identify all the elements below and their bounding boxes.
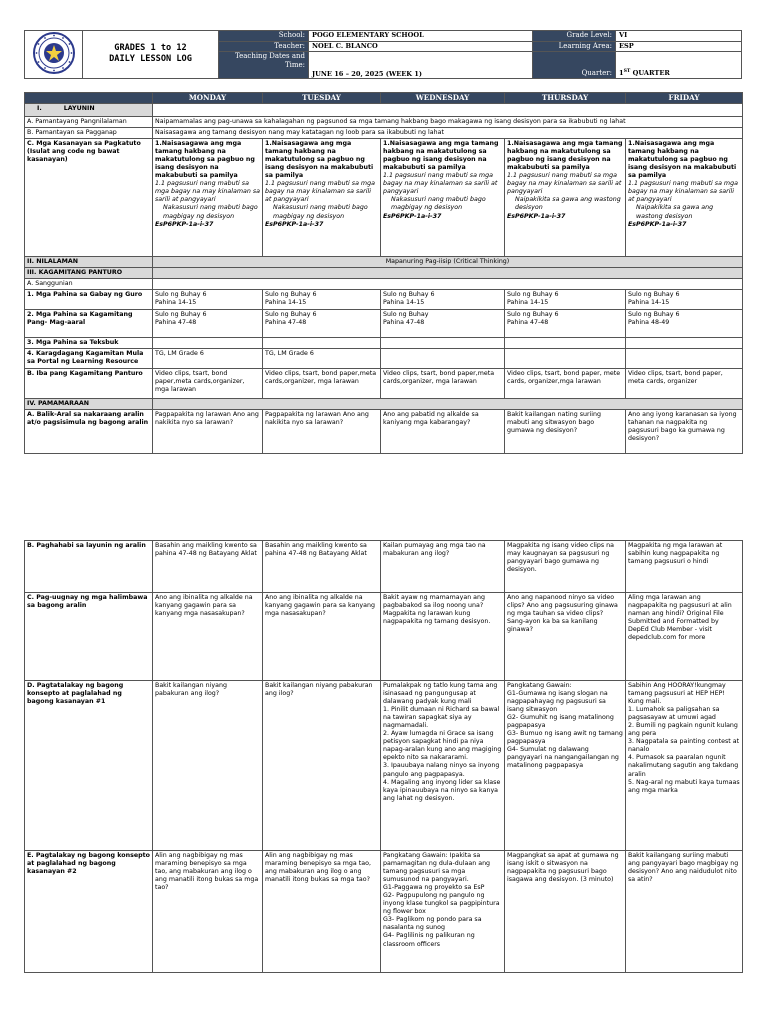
pagtatalakay-2-wednesday-intro: Pangkatang Gawain: Ipakita sa pamamagitan ng dula-dulaan ang tamang pagsusuri sa mga sumusunod na pangyayari. [383,852,491,884]
pagtatalakay-1-thursday-intro: Pangkatang Gawain: [507,682,572,689]
kasanayan-tuesday-head: 1.Naisasagawa ang mga tamang hakbang na makatutulong sa pagbuo ng isang desisyon na makabubuti sa pamilya [265,140,374,180]
pagtatalakay-1-tuesday: Bakit kailangan niyang pabakuran ang ilog? [263,681,381,851]
kasanayan-wednesday-extra: Nakasusuri nang mabuti bago magbigay ng desisyon [391,196,486,212]
teksbuk-label: 3. Mga Pahina sa Teksbuk [25,338,153,349]
kasanayan-thursday-sub: 1.1 pagsusuri nang mabuti sa mga bagay na may kinalaman sa sarili at pangyayari [507,172,622,196]
kasanayan-monday [153,139,263,257]
pagtatalakay-1-thursday-g2: G2- Gumuhit ng isang matalinong pagpapasya [507,714,614,730]
pamantayan-sa-pagganap-text: Naisasagawa ang tamang desisyon nang may katatagan ng loob para sa ikabubuti ng lahat [153,128,743,139]
teksbuk-friday [626,338,743,349]
iba-pang-kagamitan-tuesday: Video clips, tsart, bond paper,meta cards,organizer, mga larawan [263,369,381,399]
kasanayan-wednesday-head: 1.Naisasagawa ang mga tamang hakbang na makatutulong sa pagbuo ng isang desisyon na makabubuti sa pamilya [383,140,499,172]
day-header-blank [25,93,153,104]
kasanayan-friday-head: 1.Naisasagawa ang mga tamang hakbang na makatutulong sa pagbuo ng isang desisyon na makabubuti sa pamilya [628,140,737,180]
teaching-dates-label [219,52,309,79]
kagamitang-magaaral-tuesday-title: Sulo ng Buhay 6 [265,311,317,319]
learning-resource-thursday [505,349,626,369]
learning-resource-wednesday [381,349,505,369]
pamamaraan-content [153,399,743,410]
pagtatalakay-1-friday-item-3: 3. Nagpatala sa painting contest at nanalo [628,738,740,754]
nilalaman-label: II. NILALAMAN [25,257,153,268]
kasanayan-wednesday-code: EsP6PKP-1a-i-37 [383,212,442,220]
kagamitang-magaaral-wednesday-pages: Pahina 47-48 [383,319,425,327]
balik-aral-label: A. Balik-Aral sa nakaraang aralin at/o pagsisimula ng bagong aralin [25,410,153,454]
pagtatalakay-1-row [25,681,743,851]
kasanayan-wednesday [381,139,505,257]
kagamitang-magaaral-label: 2. Mga Pahina sa Kagamitang Pang- Mag-aaral [25,310,153,338]
layunin-row [25,104,743,117]
pagtatalakay-1-friday-item-1: 1. Lumahok sa paligsahan sa pagsasayaw at umuwi agad [628,706,720,722]
kagamitan-label: III. KAGAMITANG PANTURO [25,268,153,279]
pagtatalakay-1-wednesday-item-3: 3. Ipauubaya nalang ninyo sa inyong pangulo ang pagpapasya. [383,762,500,778]
learning-resource-friday [626,349,743,369]
nilalaman-row [25,257,743,268]
pagtatalakay-2-thursday: Magpangkat sa apat at gumawa ng isang iskit o sitwasyon na nagpapakita ng pagsusuri bago isagawa ang desisyon. (3 minuto) [505,851,626,973]
gabay-guro-friday-title: Sulo ng Buhay 6 [628,291,680,299]
pag-uugnay-label: C. Pag-uugnay ng mga halimbawa sa bagong aralin [25,593,153,681]
iba-pang-kagamitan-row [25,369,743,399]
kasanayan-monday-head: 1.Naisasagawa ang mga tamang hakbang na makatutulong sa pagbuo ng isang desisyon na makabubuti sa pamilya [155,140,255,180]
quarter-word: QUARTER [630,69,670,78]
quarter-number: 1 [619,69,624,78]
teksbuk-tuesday [263,338,381,349]
kasanayan-monday-sub: 1.1 pagsusuri nang mabuti sa mga bagay na may kinalaman sa sarili at pangyayari [155,180,260,204]
pagtatalakay-2-wednesday [381,851,505,973]
gabay-guro-thursday-title: Sulo ng Buhay 6 [507,291,559,299]
pagtatalakay-1-label: D. Pagtatalakay ng bagong konsepto at paglalahad ng bagong kasanayan #1 [25,681,153,851]
quarter-ordinal: ST [623,69,631,75]
sanggunian-label: A. Sanggunian [25,279,153,290]
learning-resource-label: 4. Karagdagang Kagamitan Mula sa Portal ng Learning Resource [25,349,153,369]
pamamaraan-label: IV. PAMAMARAAN [25,399,153,410]
gabay-guro-thursday [505,290,626,310]
quarter-label: Quarter: [533,52,616,79]
layunin-roman: I. [37,105,42,112]
deped-seal-icon [32,31,76,75]
gabay-guro-monday-pages: Pahina 14-15 [155,299,197,307]
pagtatalakay-1-friday-intro: Sabihin Ang HOORAY!kungmay tamang pagsusuri at HEP HEP! Kung mali. [628,682,726,706]
pagtatalakay-1-wednesday-item-2: 2. Ayaw lumagda ni Grace sa isang petisyon sapagkat hindi pa niya napag-aralan kung ano ang magiging epekto nito sa nakararami. [383,730,502,762]
pagtatalakay-1-monday: Bakit kailangan niyang pabakuran ang ilog? [153,681,263,851]
pag-uugnay-tuesday: Ano ang ibinalita ng alkalde na kanyang gagawin para sa kanyang mga nasasakupan? [263,593,381,681]
teacher-label: Teacher: [219,41,309,52]
pagtatalakay-2-friday: Bakit kailangang suriing mabuti ang pangyayari bago magbigay ng desisyon? Ano ang naidudulot nito sa atin? [626,851,743,973]
kagamitang-magaaral-thursday-pages: Pahina 47-48 [507,319,549,327]
kagamitang-magaaral-tuesday [263,310,381,338]
pamantayan-sa-pagganap-label: B. Pamantayan sa Pagganap [25,128,153,139]
kasanayan-monday-code: EsP6PKP-1a-i-37 [155,220,214,228]
day-header-friday: FRIDAY [626,93,743,104]
pagtatalakay-1-thursday-g3: G3- Bumuo ng isang awit ng tamang pagpapasya [507,730,623,746]
day-header-tuesday: TUESDAY [263,93,381,104]
balik-aral-monday: Pagpapakita ng larawan Ano ang nakikita nyo sa larawan? [153,410,263,454]
kagamitang-magaaral-wednesday [381,310,505,338]
gabay-guro-friday [626,290,743,310]
pag-uugnay-thursday: Ano ang napanood ninyo sa video clips? Ano ang pagsusuring ginawa ng mga tauhan sa video clips? Sang-ayon ka ba sa kanilang ginawa? [505,593,626,681]
pamantayan-sa-pagganap-row [25,128,743,139]
title-line-1: GRADES 1 to 12 [114,42,187,53]
kagamitang-magaaral-friday-title: Sulo ng Buhay 6 [628,311,680,319]
kagamitan-content [153,268,743,279]
teacher-value: NOEL C. BLANCO [309,41,533,52]
pamantayang-pangnilalaman-text: Naipamamalas ang pag-unawa sa kahalagahan ng pagsunod sa mga tamang hakbang bago makagawa ng isang desisyon para sa ikabubuti ng lahat [153,117,743,128]
kagamitan-row [25,268,743,279]
kasanayan-friday-sub: 1.1 pagsusuri nang mabuti sa mga bagay na may kinalaman sa sarili at pangyayari [628,180,738,204]
pagtatalakay-1-wednesday-item-1: 1. Pinilit dumaan ni Richard sa bawal na tawiran sapagkat siya ay nagmamadali. [383,706,500,730]
teaching-dates-label-line-1: Teaching Dates and [234,52,305,60]
gabay-guro-tuesday [263,290,381,310]
kagamitang-magaaral-friday [626,310,743,338]
gabay-guro-monday-title: Sulo ng Buhay 6 [155,291,207,299]
title-line-2: DAILY LESSON LOG [109,54,192,65]
kasanayan-row [25,139,743,257]
pagtatalakay-2-wednesday-g3: G3- Paglikom ng pondo para sa nasalanta ng sunog [383,916,482,932]
pagtatalakay-1-thursday-g1: G1-Gumawa ng isang slogan na nagpapahayag ng pagsusuri sa isang sitwasyon [507,690,608,714]
learning-resource-row [25,349,743,369]
school-label: School: [219,31,309,42]
kagamitang-magaaral-monday-pages: Pahina 47-48 [155,319,197,327]
day-header-wednesday: WEDNESDAY [381,93,505,104]
kasanayan-tuesday-extra: Nakasusuri nang mabuti bago magbigay ng desisyon [273,204,368,220]
kasanayan-thursday-code: EsP6PKP-1a-i-37 [507,212,566,220]
kagamitang-magaaral-row [25,310,743,338]
pamantayang-pangnilalaman-label: A. Pamantayang Pangnilalaman [25,117,153,128]
teaching-dates-label-line-2: Time: [284,60,305,69]
paghahabi-label: B. Paghahabi sa layunin ng aralin [25,541,153,593]
lesson-table-part-2 [24,540,743,973]
layunin-content [153,104,743,117]
deped-seal-logo [25,31,83,79]
balik-aral-row [25,410,743,454]
pag-uugnay-monday: Ano ang ibinalita ng alkalde na kanyang gagawin para sa kanyang mga nasasakupan? [153,593,263,681]
gabay-guro-tuesday-title: Sulo ng Buhay 6 [265,291,317,299]
day-header-thursday: THURSDAY [505,93,626,104]
paghahabi-wednesday: Kailan pumayag ang mga tao na mabakuran ang ilog? [381,541,505,593]
pagtatalakay-1-wednesday-item-4: 4. Magaling ang inyong lider sa klase kaya ipinauubaya na ninyo sa kanya ang lahat ng desisyon. [383,778,501,802]
balik-aral-tuesday: Pagpapakita ng larawan Ano ang nakikita nyo sa larawan? [263,410,381,454]
pagtatalakay-2-tuesday: Alin ang nagbibigay ng mas maraming benepisyo sa mga tao, ang mabakuran ang ilog o ang manatili itong bukas sa mga tao? [263,851,381,973]
kasanayan-monday-extra: Nakasusuri nang mabuti bago magbigay ng desisyon [163,204,258,220]
grade-level-value: VI [616,31,742,42]
gabay-guro-wednesday-title: Sulo ng Buhay 6 [383,291,435,299]
paghahabi-row [25,541,743,593]
gabay-guro-row [25,290,743,310]
layunin-label [25,104,153,117]
paghahabi-monday: Basahin ang maikling kwento sa pahina 47-48 ng Batayang Aklat [153,541,263,593]
iba-pang-kagamitan-wednesday: Video clips, tsart, bond paper,meta cards,organizer, mga larawan [381,369,505,399]
teksbuk-wednesday [381,338,505,349]
gabay-guro-wednesday [381,290,505,310]
pagtatalakay-1-friday [626,681,743,851]
pamantayang-pangnilalaman-row [25,117,743,128]
lesson-table-part-1 [24,92,743,454]
pagtatalakay-2-wednesday-g2: G2- Pagpupulong ng pangulo ng inyong klase tungkol sa pagpipintura ng flower box [383,892,500,916]
pagtatalakay-2-label: E. Pagtalakay ng bagong konsepto at paglalahad ng bagong kasanayan #2 [25,851,153,973]
pagtatalakay-1-friday-item-5: 5. Nag-aral ng mabuti kaya tumaas ang mga marka [628,778,740,794]
pagtatalakay-1-thursday [505,681,626,851]
gabay-guro-friday-pages: Pahina 14-15 [628,299,670,307]
teaching-dates-value: JUNE 16 – 20, 2025 (WEEK 1) [309,52,533,79]
learning-resource-monday: TG, LM Grade 6 [153,349,263,369]
nilalaman-text: Mapanuring Pag-iisip (Critical Thinking) [153,257,743,268]
paghahabi-thursday: Magpakita ng isang video clips na may kaugnayan sa pagsusuri ng pangyayari bago gumawa ng desisyon. [505,541,626,593]
balik-aral-friday: Ano ang iyong karanasan sa iyong tahanan na nagpakita ng pagsusuri bago ka gumawa ng desisyon? [626,410,743,454]
kasanayan-tuesday-sub: 1.1 pagsusuri nang mabuti sa mga bagay na may kinalaman sa sarili at pangyayari [265,180,375,204]
teksbuk-monday [153,338,263,349]
pagtatalakay-2-row [25,851,743,973]
day-header-monday: MONDAY [153,93,263,104]
learning-area-label: Learning Area: [533,41,616,52]
pagtatalakay-1-friday-item-4: 4. Pumasok sa paaralan ngunit nakalimutang sagutin ang takdang aralin [628,754,739,778]
document-title [83,31,219,79]
kasanayan-wednesday-sub: 1.1 pagsusuri nang mabuti sa mga bagay na may kinalaman sa sarili at pangyayari [383,172,498,196]
grade-level-label: Grade Level: [533,31,616,42]
paghahabi-friday: Magpakita ng mga larawan at sabihin kung nagpapakita ng tamang pagsusuri o hindi [626,541,743,593]
pagtatalakay-2-wednesday-g4: G4- Paglilinis ng palikuran ng classroom officers [383,932,475,948]
pagtatalakay-2-wednesday-g1: G1-Paggawa ng proyekto sa EsP [383,884,485,892]
gabay-guro-tuesday-pages: Pahina 14-15 [265,299,307,307]
kasanayan-tuesday [263,139,381,257]
pagtatalakay-1-wednesday-intro: Pumalakpak ng tatlo kung tama ang isinasaad ng pangungusap at dalawang padyak kung mali [383,682,498,706]
iba-pang-kagamitan-friday: Video clips, tsart, bond paper, meta cards, organizer [626,369,743,399]
sanggunian-content [153,279,743,290]
teksbuk-thursday [505,338,626,349]
pag-uugnay-row [25,593,743,681]
sanggunian-row [25,279,743,290]
balik-aral-wednesday: Ano ang pabatid ng alkalde sa kaniyang mga kabarangay? [381,410,505,454]
pagtatalakay-1-friday-item-2: 2. Bumili ng pagkain ngunit kulang ang pera [628,722,738,738]
kagamitang-magaaral-friday-pages: Pahina 48-49 [628,319,670,327]
gabay-guro-monday [153,290,263,310]
kagamitang-magaaral-tuesday-pages: Pahina 47-48 [265,319,307,327]
kagamitang-magaaral-thursday [505,310,626,338]
pagtatalakay-1-wednesday [381,681,505,851]
teksbuk-row [25,338,743,349]
pamamaraan-row [25,399,743,410]
kagamitang-magaaral-thursday-title: Sulo ng Buhay 6 [507,311,559,319]
iba-pang-kagamitan-label: B. Iba pang Kagamitang Panturo [25,369,153,399]
gabay-guro-wednesday-pages: Pahina 14-15 [383,299,425,307]
day-header-row [25,93,743,104]
learning-area-value: ESP [616,41,742,52]
paghahabi-tuesday: Basahin ang maikling kwento sa pahina 47-48 ng Batayang Aklat [263,541,381,593]
balik-aral-thursday: Bakit kailangan nating suriing mabuti ang sitwasyon bago gumawa ng desisyon? [505,410,626,454]
gabay-guro-thursday-pages: Pahina 14-15 [507,299,549,307]
kasanayan-friday-extra: Naipakikita sa gawa ang wastong desisyon [636,204,714,220]
learning-resource-tuesday: TG, LM Grade 6 [263,349,381,369]
layunin-text: LAYUNIN [63,105,95,112]
kasanayan-thursday [505,139,626,257]
gabay-guro-label: 1. Mga Pahina sa Gabay ng Guro [25,290,153,310]
header-table [24,30,742,79]
pag-uugnay-friday: Aling mga larawan ang nagpapakita ng pagsusuri at alin naman ang hindi? Original File Submitted and Formatted by DepEd Club Member - visit depedclub.com for more [626,593,743,681]
kasanayan-label: C. Mga Kasanayan sa Pagkatuto (Isulat ang code ng bawat kasanayan) [25,139,153,257]
school-value: POGO ELEMENTARY SCHOOL [309,31,533,42]
quarter-value [616,52,742,79]
iba-pang-kagamitan-monday: Video clips, tsart, bond paper,meta cards,organizer, mga larawan [153,369,263,399]
kasanayan-friday-code: EsP6PKP-1a-i-37 [628,220,687,228]
kagamitang-magaaral-monday [153,310,263,338]
iba-pang-kagamitan-thursday: Video clips, tsart, bond paper, mete cards, organizer,mga larawan [505,369,626,399]
kasanayan-thursday-head: 1.Naisasagawa ang mga tamang hakbang na makatutulong sa pagbuo ng isang desisyon na makabubuti sa pamilya [507,140,623,172]
kasanayan-thursday-extra: Naipakikita sa gawa ang wastong desisyon [515,196,621,212]
kagamitang-magaaral-monday-title: Sulo ng Buhay 6 [155,311,207,319]
kasanayan-tuesday-code: EsP6PKP-1a-i-37 [265,220,324,228]
kagamitang-magaaral-wednesday-title: Sulo ng Buhay [383,311,429,319]
pagtatalakay-1-thursday-g4: G4- Sumulat ng dalawang pangyayari na nangangailangan ng matalinong pagpapasya [507,746,619,770]
kasanayan-friday [626,139,743,257]
pagtatalakay-2-monday: Alin ang nagbibigay ng mas maraming benepisyo sa mga tao, ang mabakuran ang ilog o ang manatili itong bukas sa mga tao? [153,851,263,973]
pag-uugnay-wednesday: Bakit ayaw ng mamamayan ang pagbabakod sa ilog noong una? Magpakita ng larawan kung nagpapakita ng tamang desisyon. [381,593,505,681]
